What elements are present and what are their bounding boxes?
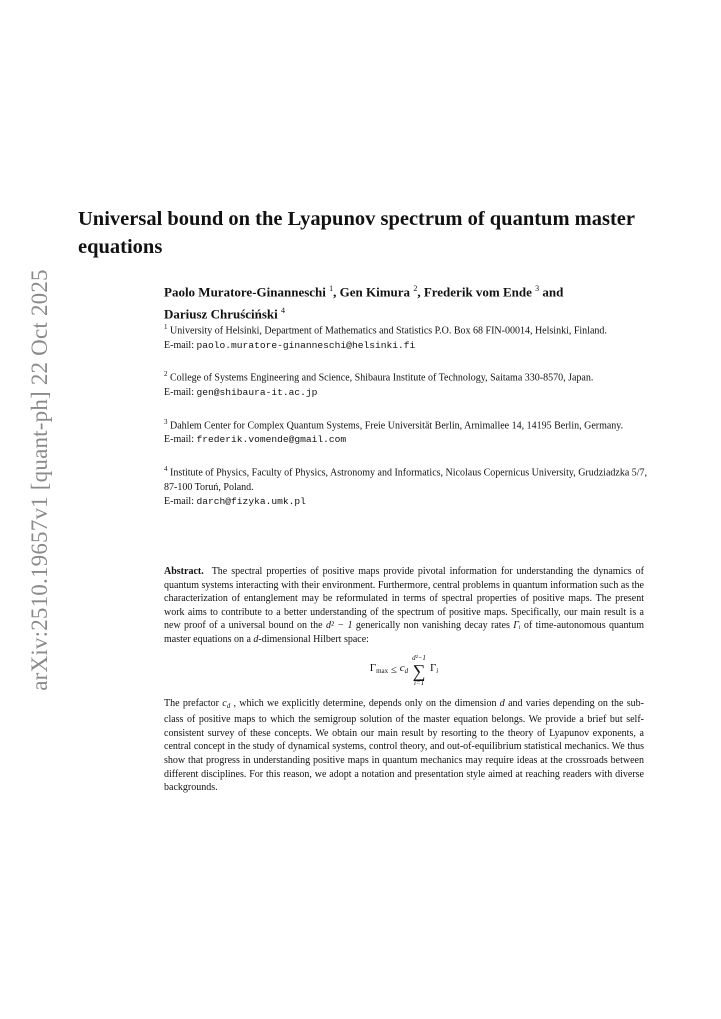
author-name: Paolo Muratore-Ginanneschi — [164, 284, 326, 300]
email-link[interactable]: darch@fizyka.umk.pl — [196, 496, 306, 508]
email-link[interactable]: gen@shibaura-it.ac.jp — [196, 387, 318, 399]
author-affil-mark: 2 — [413, 284, 418, 293]
inline-math-symbol: c — [222, 697, 227, 709]
author-name: Gen Kimura — [339, 284, 411, 300]
eq-lhs — [370, 662, 388, 679]
author-separator: , — [333, 284, 340, 300]
sum-symbol: ∑ — [412, 660, 426, 681]
email-link[interactable]: paolo.muratore-ginanneschi@helsinki.fi — [196, 339, 416, 351]
eq-lhs-subscript: max — [376, 667, 389, 676]
abstract-label: Abstract. — [164, 566, 204, 577]
email-label: E-mail: — [164, 339, 197, 351]
author-and: and — [539, 284, 564, 300]
eq-coef-symbol: c — [399, 662, 405, 675]
eq-gamma: Γ — [369, 662, 377, 675]
inline-math — [222, 698, 230, 709]
abstract-text: -dimensional Hilbert space: — [258, 633, 369, 645]
inline-math: d — [499, 697, 505, 709]
summation — [412, 655, 426, 687]
abstract-section — [164, 565, 644, 795]
sum-lower-limit: i=1 — [413, 678, 425, 687]
inline-math-subscript: d — [226, 701, 231, 710]
eq-coefficient — [400, 662, 408, 679]
email-label: E-mail: — [164, 434, 197, 446]
eq-rhs-subscript: i — [436, 667, 439, 676]
eq-gamma: Γ — [429, 662, 437, 675]
abstract-text: The spectral properties of positive maps provide pivotal information for understanding the dynamics of quantum systems interacting with their environment. Furthermore, central problems in quantum information such as the characterization of entanglement may be reformulated in terms of spectral properties of positive maps. The present work aims to contribute to a better understanding of the spectrum of positive maps. Specifically, our main result is a new proof of a universal bound on the — [164, 566, 645, 632]
abstract-paragraph — [164, 565, 644, 647]
affiliation-text: University of Helsinki, Department of Mathematics and Statistics P.O. Box 68 FIN-00014, Helsinki, Finland. — [170, 325, 607, 337]
eq-coef-subscript: d — [404, 667, 409, 676]
eq-relation: ≤ — [390, 663, 397, 676]
inline-math: d² − 1 — [325, 620, 353, 632]
author-name: Frederik vom Ende — [423, 284, 532, 300]
display-equation — [164, 651, 644, 691]
affiliation-text: Dahlem Center for Complex Quantum Systems, Freie Universität Berlin, Arnimallee 14, 14195 Berlin, Germany. — [170, 419, 624, 431]
abstract-text: , which we explicitly determine, depends only on the dimension — [230, 697, 500, 709]
author-affil-mark: 4 — [281, 306, 286, 316]
author-name: Dariusz Chruściński — [164, 306, 278, 322]
affiliation-block — [164, 320, 654, 353]
affiliation-block — [164, 367, 654, 400]
sum-upper-limit: d²−1 — [412, 653, 426, 662]
abstract-paragraph — [164, 697, 644, 795]
eq-rhs — [430, 662, 438, 679]
affiliation-mark: 4 — [164, 464, 168, 473]
affiliation-mark: 2 — [164, 370, 168, 379]
abstract-text: and varies depending on the sub-class of positive maps to which the semigroup solution of the master equation belongs. We provide a brief but self-consistent survey of these concepts. We obtain our main result by resorting to the theory of Lyapunov exponents, a central concept in the study of dynamical systems, control theory, and out-of-equilibrium statistical mechanics. We thus show that progress in understanding positive maps in quantum mechanics may require ideas at the crossroads between different disciplines. For this reason, we adopt a notation and presentation style aimed at reaching readers with diverse backgrounds. — [164, 697, 644, 794]
affiliation-mark: 1 — [164, 323, 168, 331]
affiliation-text: College of Systems Engineering and Science, Shibaura Institute of Technology, Saitama 330-8570, Japan. — [170, 372, 594, 384]
author-list — [164, 279, 644, 324]
affiliation-block — [164, 462, 654, 510]
inline-math: d — [253, 633, 259, 645]
inline-math: Γᵢ — [513, 620, 521, 632]
email-link[interactable]: frederik.vomende@gmail.com — [196, 434, 347, 446]
abstract-text: of time-autonomous quantum master equations on a — [164, 620, 644, 645]
affiliation-list — [164, 320, 654, 524]
author-affil-mark: 3 — [535, 284, 540, 293]
arxiv-id-text: arXiv:2510.19657v1 [quant-ph] 22 Oct 2025 — [27, 269, 52, 691]
abstract-text: The prefactor — [164, 697, 223, 709]
author-separator: , — [417, 284, 424, 300]
abstract-text: generically non vanishing decay rates — [352, 620, 514, 632]
email-label: E-mail: — [164, 496, 197, 508]
author-affil-mark: 1 — [329, 284, 334, 293]
email-label: E-mail: — [164, 387, 197, 399]
paper-title: Universal bound on the Lyapunov spectrum of quantum master equations — [78, 208, 635, 258]
affiliation-mark: 3 — [164, 417, 168, 426]
affiliation-text: Institute of Physics, Faculty of Physics, Astronomy and Informatics, Nicolaus Copernicus University, Grudziadzka 5/7, 87-100 Toruń, Poland. — [164, 467, 648, 493]
arxiv-identifier-stamp — [20, 270, 60, 690]
affiliation-block — [164, 415, 654, 448]
